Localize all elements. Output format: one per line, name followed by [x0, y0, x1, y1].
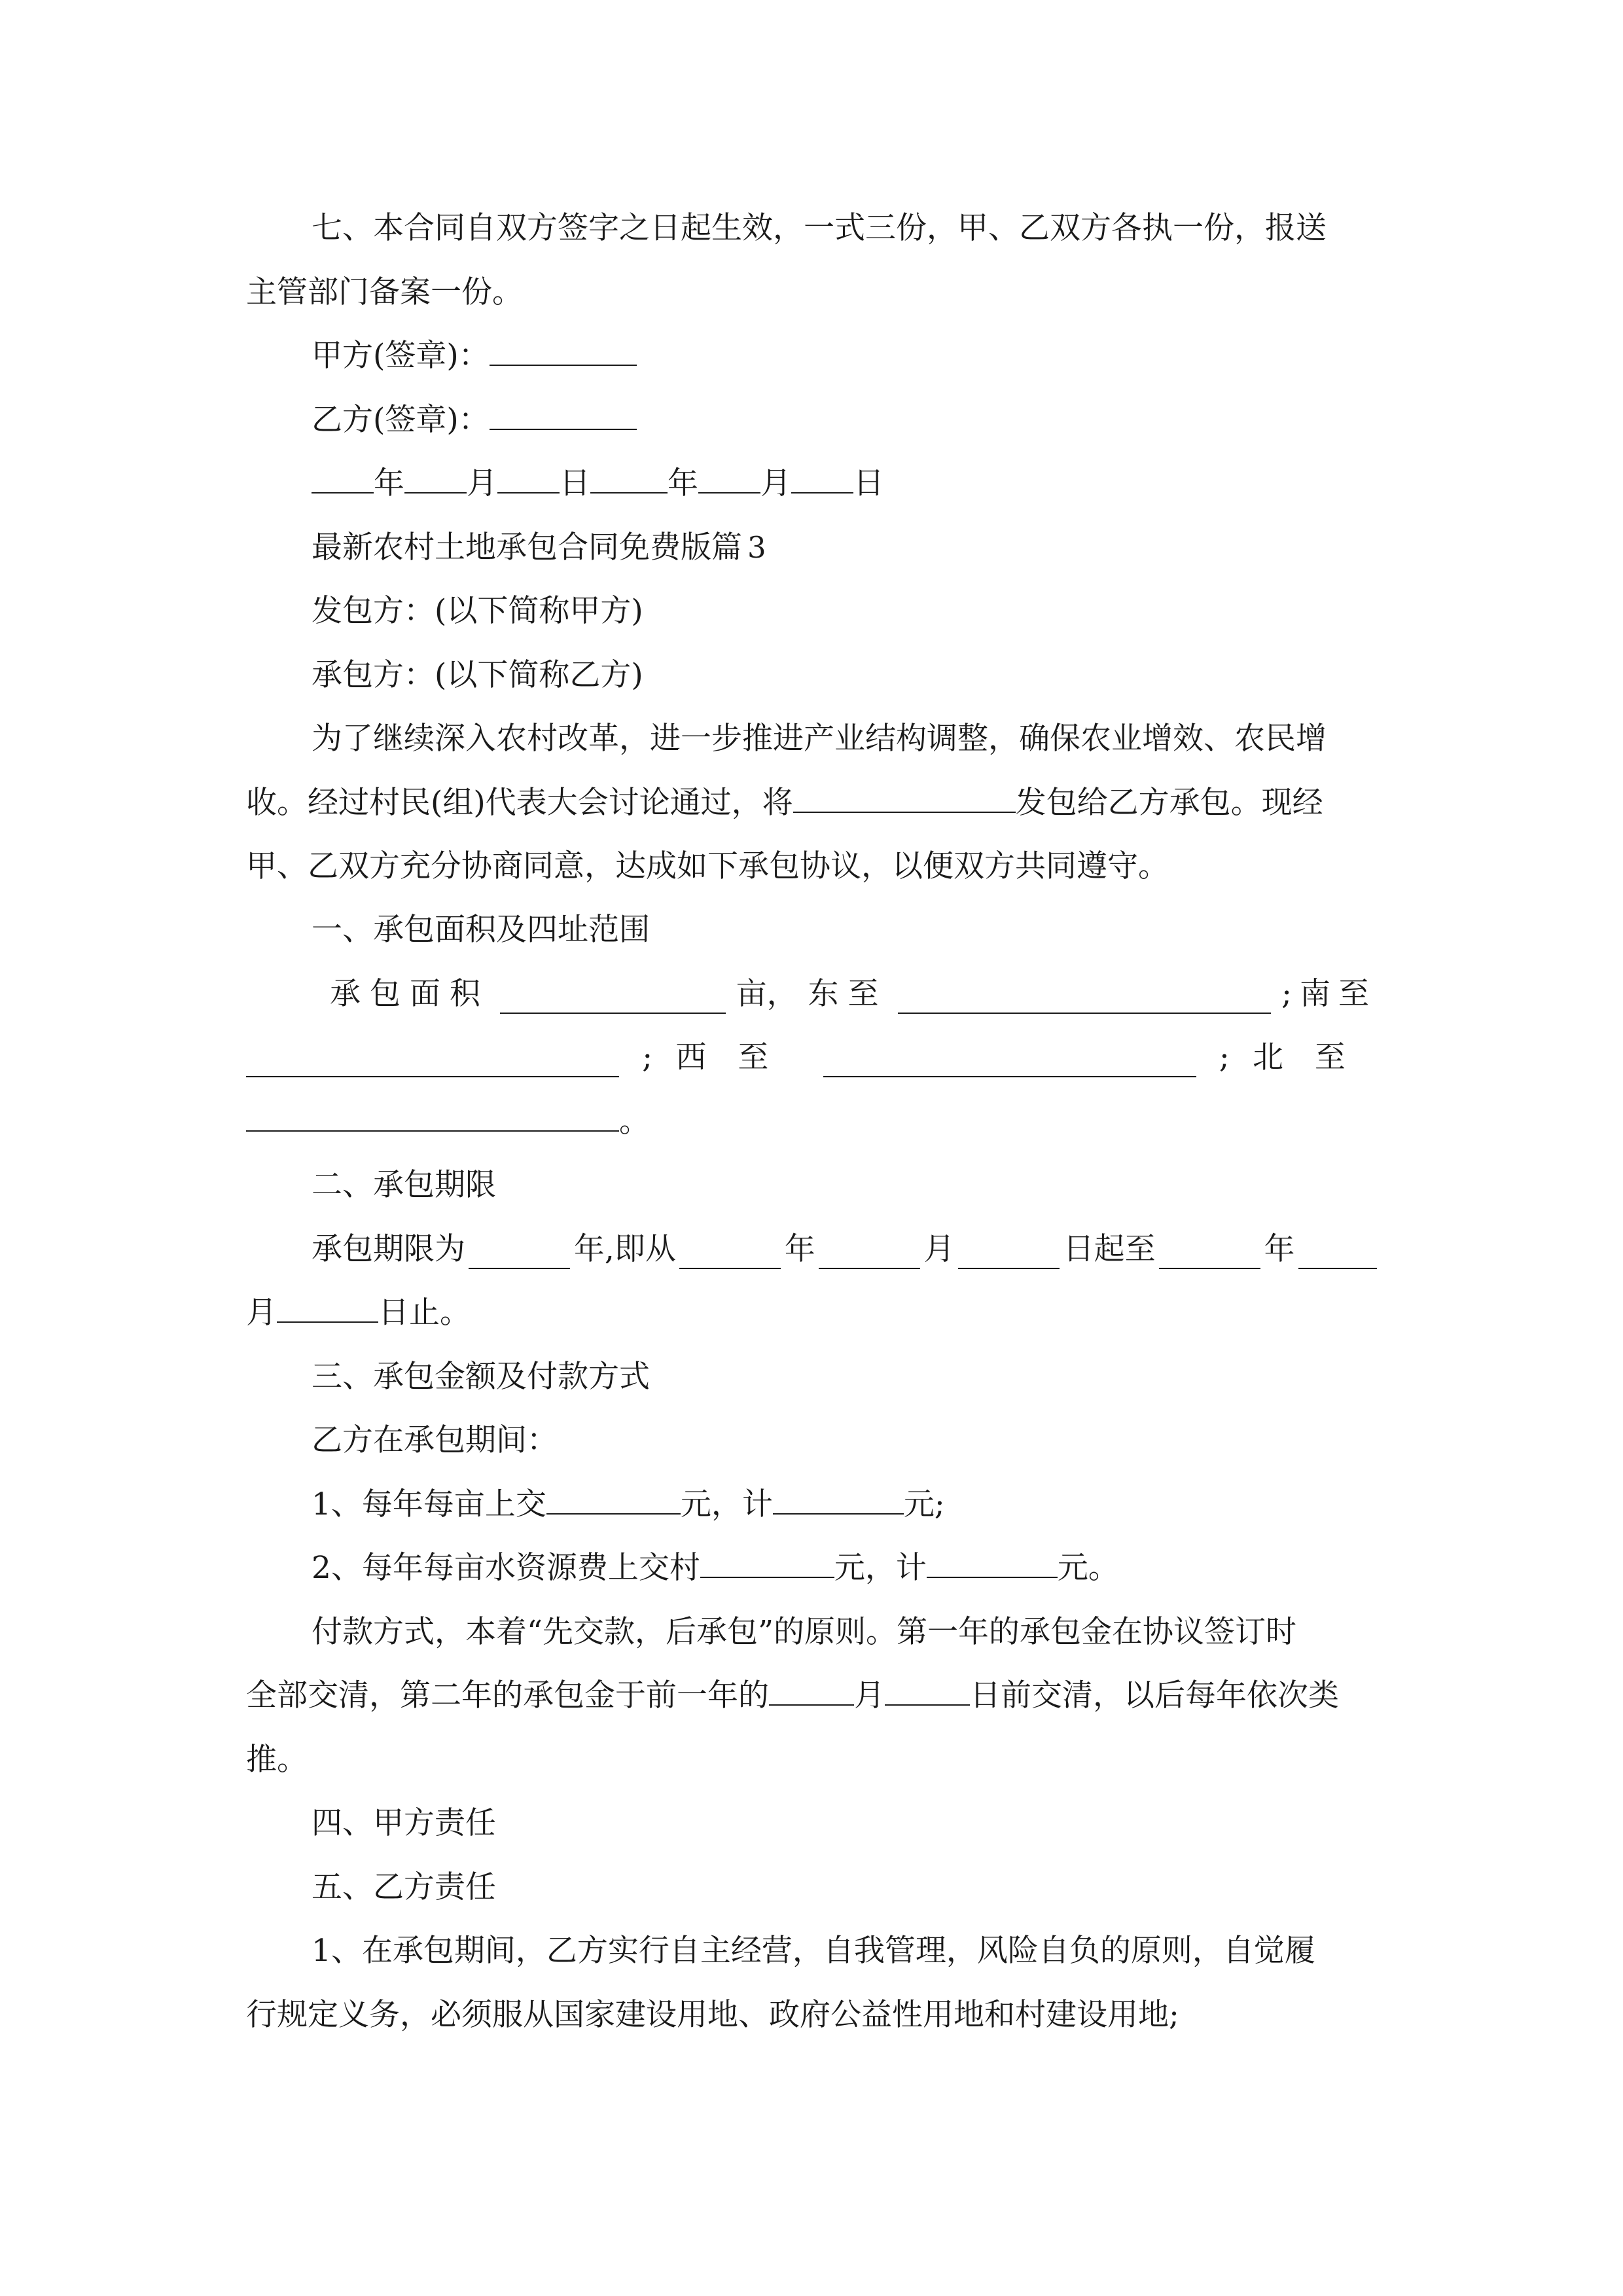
- article1-north-line: 。: [246, 1090, 1377, 1154]
- signature-date-line: 年 月 日 年 月 日: [246, 452, 1377, 516]
- article2-title: 二、承包期限: [312, 1167, 496, 1203]
- article1-title: 一、承包面积及四址范围: [312, 912, 650, 948]
- contractor-line: 发包方：(以下简称甲方): [312, 593, 643, 629]
- north-blank: [246, 1092, 619, 1132]
- article1-bounds-line: ; 西至 ; 北至: [246, 1026, 1377, 1090]
- article3-item2: 2、每年每亩水资源费上交村 元，计 元。: [246, 1536, 1377, 1600]
- article3-payment-line3: 推。: [246, 1742, 308, 1778]
- article3-title: 三、承包金额及付款方式: [312, 1359, 650, 1395]
- article3-item1: 1、每年每亩上交 元，计 元;: [246, 1473, 1377, 1537]
- article4-title: 四、甲方责任: [312, 1805, 496, 1841]
- article5-item1-line2: 行规定义务，必须服从国家建设用地、政府公益性用地和村建设用地;: [246, 1997, 1179, 2033]
- article5-title: 五、乙方责任: [312, 1869, 496, 1905]
- signature-party-b: 乙方(签章)：: [246, 388, 1377, 452]
- clause7-line1: 七、本合同自双方签字之日起生效，一式三份，甲、乙双方各执一份，报送: [312, 210, 1327, 246]
- article2-end-line: 月 日止。: [246, 1281, 1377, 1345]
- article3-payment-line2: 全部交清，第二年的承包金于前一年的 月 日前交清，以后每年依次类: [246, 1664, 1377, 1728]
- clause7-line2: 主管部门备案一份。: [246, 274, 523, 310]
- signature-blank: [490, 327, 637, 366]
- section-heading: 最新农村土地承包合同免费版篇 3: [312, 529, 766, 565]
- signature-party-a: 甲方(签章)：: [246, 324, 1377, 388]
- article5-item1-line1: 1、在承包期间，乙方实行自主经营，自我管理，风险自负的原则，自觉履: [312, 1933, 1315, 1969]
- preamble-line2: 收。经过村民(组)代表大会讨论通过，将 发包给乙方承包。现经: [246, 771, 1377, 835]
- contractee-line: 承包方：(以下简称乙方): [312, 657, 643, 693]
- land-blank: [793, 774, 1016, 813]
- area-blank: [500, 975, 726, 1014]
- article1-area-line: 承包面积 亩， 东至 ;南至: [246, 962, 1377, 1026]
- preamble-line3: 甲、乙双方充分协商同意，达成如下承包协议，以便双方共同遵守。: [246, 848, 1169, 884]
- south-blank: [246, 1038, 619, 1077]
- signature-blank: [490, 391, 637, 430]
- preamble-line1: 为了继续深入农村改革，进一步推进产业结构调整，确保农业增效、农民增: [312, 721, 1327, 757]
- west-blank: [823, 1038, 1196, 1077]
- east-blank: [898, 975, 1271, 1014]
- article2-term-line: 承包期限为 年,即从 年 月 日起至 年: [246, 1217, 1377, 1282]
- article3-payment-line1: 付款方式，本着“先交款，后承包”的原则。第一年的承包金在协议签订时: [312, 1614, 1297, 1650]
- article3-intro: 乙方在承包期间：: [312, 1422, 558, 1458]
